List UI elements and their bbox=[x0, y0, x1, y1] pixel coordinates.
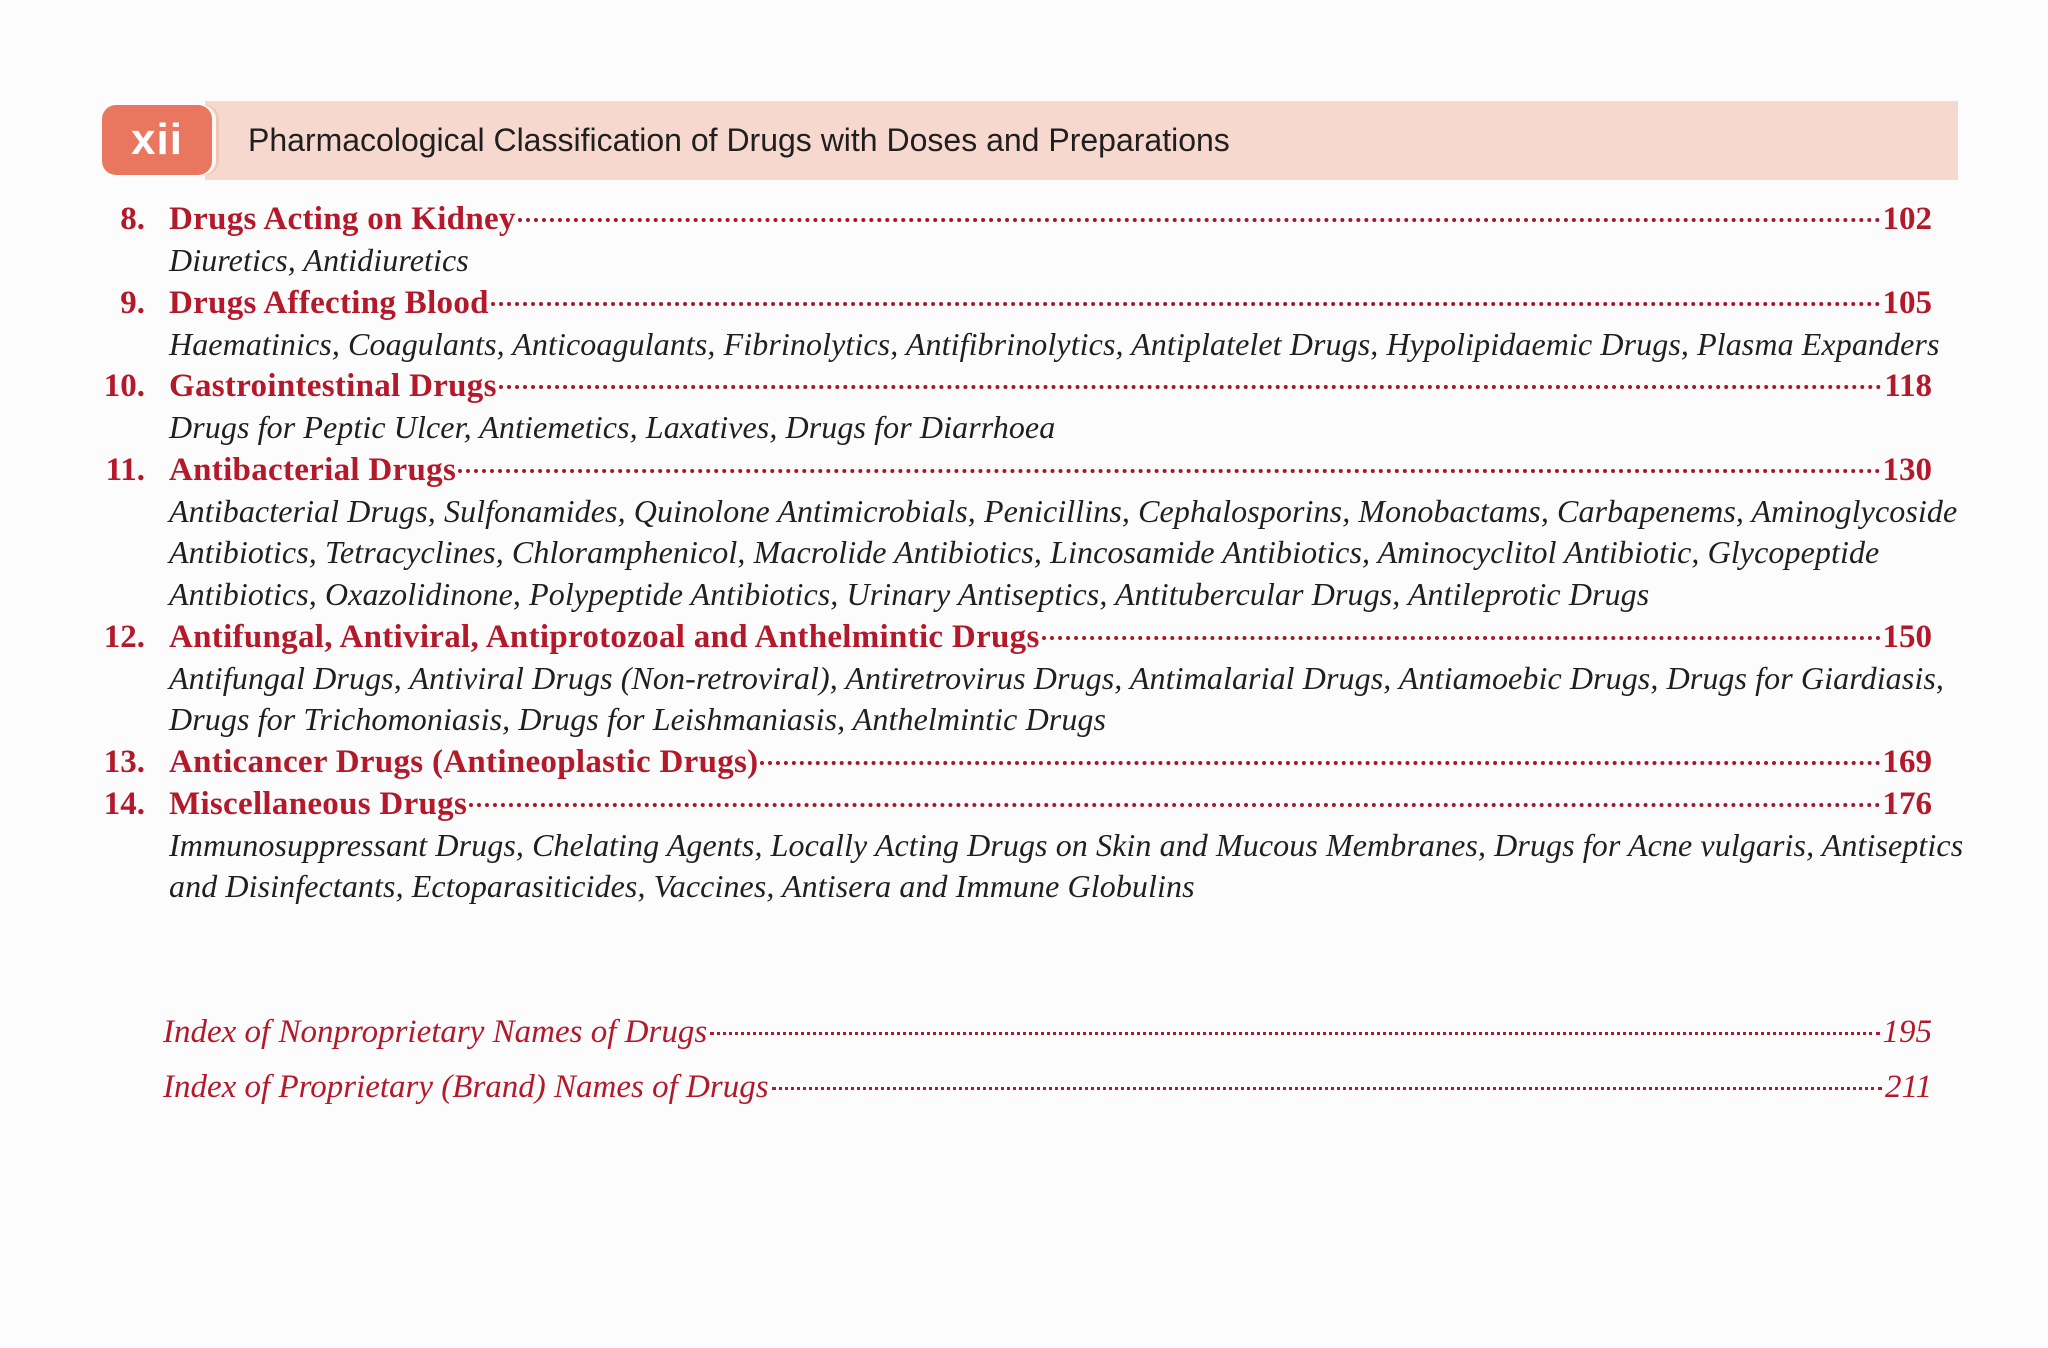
toc-entry-chapter-14[interactable] bbox=[96, 783, 1964, 908]
dot-leader bbox=[469, 803, 1880, 807]
chapter-number: 14. bbox=[103, 785, 145, 822]
chapter-page-number: 102 bbox=[1882, 201, 1932, 237]
page-number-badge: xii bbox=[102, 105, 212, 175]
chapter-page-number: 150 bbox=[1882, 618, 1932, 655]
chapter-title[interactable]: Drugs Affecting Blood bbox=[169, 284, 489, 321]
chapter-title[interactable]: Gastrointestinal Drugs bbox=[169, 368, 497, 405]
chapter-topics: Antifungal Drugs, Antiviral Drugs (Non-retroviral), Antiretrovirus Drugs, Antimalarial Drugs, Antiamoebic Drugs, Drugs for Giardiasis, Drugs for Trichomoniasis, Drugs for Leishmaniasis, Anthelmintic Drugs bbox=[169, 659, 1944, 738]
chapter-page-number: 105 bbox=[1882, 284, 1932, 321]
chapter-title[interactable]: Drugs Acting on Kidney bbox=[169, 201, 516, 237]
chapter-page-number: 118 bbox=[1884, 368, 1932, 405]
chapter-page-number: 176 bbox=[1882, 785, 1932, 822]
chapter-number: 9. bbox=[120, 284, 145, 321]
chapter-topics: Haematinics, Coagulants, Anticoagulants, Fibrinolytics, Antifibrinolytics, Antiplatelet Drugs, Hypolipidaemic Drugs, Plasma Expanders bbox=[169, 325, 1940, 362]
index-title[interactable]: Index of Nonproprietary Names of Drugs bbox=[163, 1014, 708, 1050]
table-of-contents bbox=[96, 198, 1964, 908]
chapter-number: 12. bbox=[103, 618, 145, 655]
dot-leader bbox=[1042, 636, 1881, 640]
chapter-page-number: 130 bbox=[1882, 451, 1932, 488]
index-page-number: 211 bbox=[1884, 1069, 1932, 1105]
chapter-title[interactable]: Antifungal, Antiviral, Antiprotozoal and Anthelmintic Drugs bbox=[169, 618, 1040, 655]
toc-entry-chapter-13[interactable] bbox=[96, 741, 1932, 783]
chapter-number: 10. bbox=[103, 368, 145, 405]
chapter-number: 13. bbox=[103, 743, 145, 780]
dot-leader bbox=[458, 469, 1880, 473]
dot-leader bbox=[710, 1032, 1879, 1035]
chapter-number: 11. bbox=[105, 451, 145, 488]
dot-leader bbox=[499, 385, 1883, 389]
toc-entry-chapter-10[interactable] bbox=[96, 365, 1932, 449]
chapter-number: 8. bbox=[120, 201, 145, 237]
chapter-topics: Immunosuppressant Drugs, Chelating Agents, Locally Acting Drugs on Skin and Mucous Membranes, Drugs for Acne vulgaris, Antiseptics and Disinfectants, Ectoparasiticides, Vaccines, Antisera and Immune Globulins bbox=[169, 826, 1964, 905]
dot-leader bbox=[772, 1087, 1882, 1090]
index-page-number: 195 bbox=[1882, 1014, 1932, 1050]
dot-leader bbox=[518, 218, 1881, 222]
chapter-title[interactable]: Anticancer Drugs (Antineoplastic Drugs) bbox=[169, 743, 759, 780]
toc-entry-chapter-12[interactable] bbox=[96, 616, 1944, 741]
toc-entry-chapter-9[interactable] bbox=[96, 282, 1940, 366]
running-header-title: Pharmacological Classification of Drugs with Doses and Preparations bbox=[248, 122, 1230, 158]
chapter-title[interactable]: Antibacterial Drugs bbox=[169, 451, 457, 488]
index-title[interactable]: Index of Proprietary (Brand) Names of Drugs bbox=[163, 1069, 769, 1105]
chapter-title[interactable]: Miscellaneous Drugs bbox=[169, 785, 468, 822]
toc-entry-chapter-11[interactable] bbox=[96, 449, 1958, 616]
chapter-topics: Diuretics, Antidiuretics bbox=[169, 242, 469, 278]
dot-leader bbox=[760, 761, 1880, 765]
toc-entry-index-nonproprietary[interactable] bbox=[163, 1011, 1932, 1053]
dot-leader bbox=[491, 302, 1881, 306]
index-list bbox=[163, 1011, 1932, 1121]
chapter-topics: Drugs for Peptic Ulcer, Antiemetics, Laxatives, Drugs for Diarrhoea bbox=[169, 409, 1056, 446]
chapter-page-number: 169 bbox=[1882, 743, 1932, 780]
toc-entry-index-proprietary[interactable] bbox=[163, 1066, 1932, 1108]
toc-entry-chapter-8[interactable] bbox=[96, 198, 1932, 282]
chapter-topics: Antibacterial Drugs, Sulfonamides, Quinolone Antimicrobials, Penicillins, Cephalosporins, Monobactams, Carbapenems, Aminoglycoside Antibiotics, Tetracyclines, Chloramphenicol, Macrolide Antibiotics, Lincosamide Antibiotics, Aminocyclitol Antibiotic, Glycopeptide Antibiotics, Oxazolidinone, Polypeptide Antibiotics, Urinary Antiseptics, Antitubercular Drugs, Antileprotic Drugs bbox=[169, 492, 1958, 612]
